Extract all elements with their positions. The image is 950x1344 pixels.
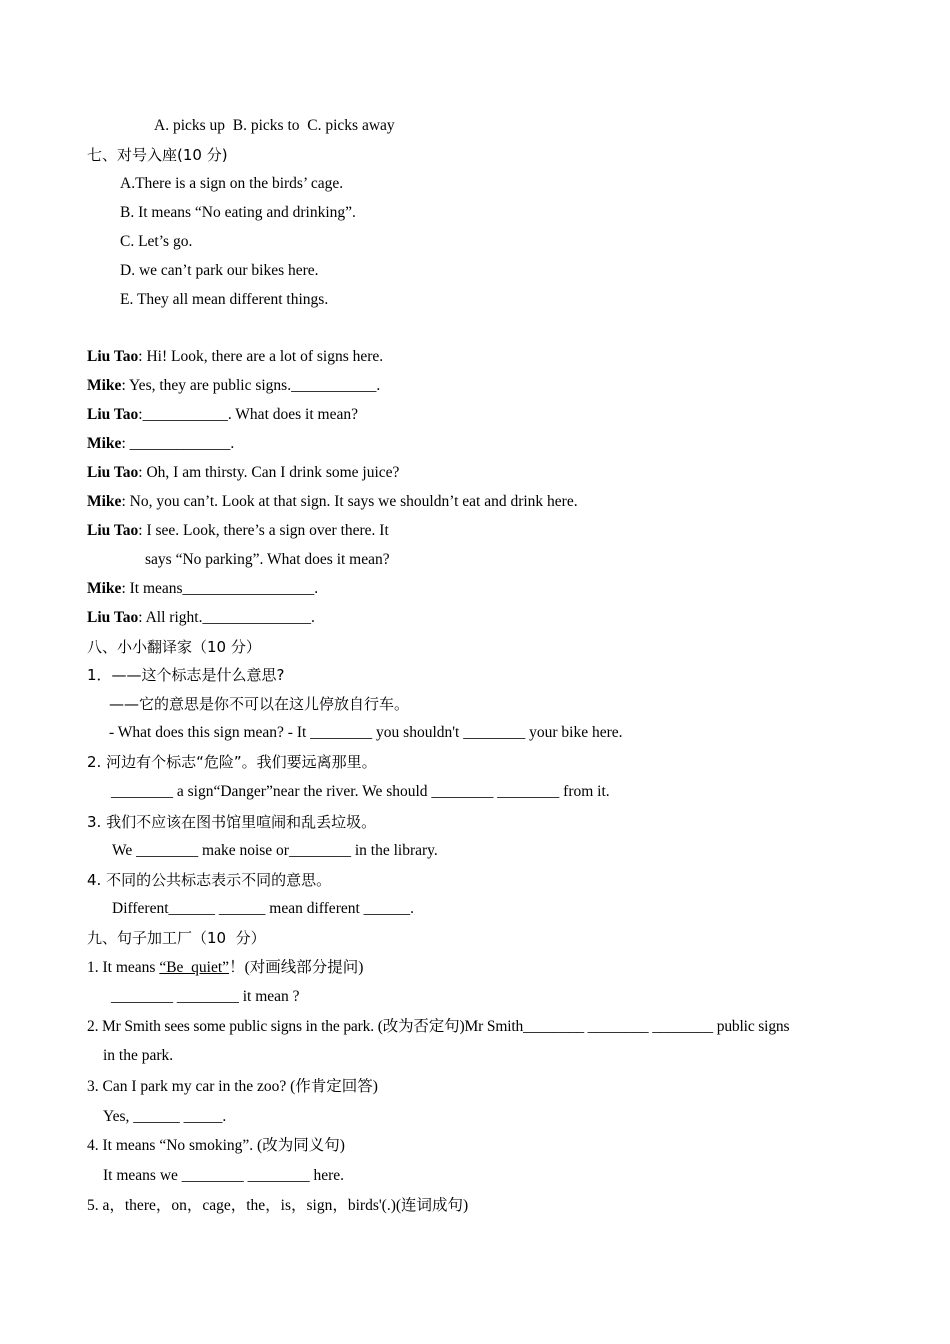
dialogue-text: says “No parking”. What does it mean? bbox=[145, 551, 390, 568]
dialogue-text: : Hi! Look, there are a lot of signs here. bbox=[138, 348, 384, 365]
dialogue-text: : It means_________________. bbox=[121, 580, 319, 597]
sec9-q1-answer: ________ ________ it mean ? bbox=[111, 988, 300, 1005]
speaker-name: Liu Tao bbox=[87, 464, 139, 481]
sec8-q3-chinese: 3. 我们不应该在图书馆里喧闹和乱丢垃圾。 bbox=[87, 813, 377, 831]
sec9-q1-underlined: “Be quiet” bbox=[159, 959, 230, 976]
dialogue-line bbox=[87, 608, 315, 628]
sec7-option-d: D. we can’t park our bikes here. bbox=[120, 262, 319, 279]
sec9-q3-answer: Yes, ______ _____. bbox=[103, 1108, 227, 1125]
speaker-name: Liu Tao bbox=[87, 406, 139, 423]
dialogue-line bbox=[87, 405, 358, 425]
sec8-q2-english: ________ a sign“Danger”near the river. We should ________ ________ from it. bbox=[111, 783, 610, 800]
dialogue-text: :___________. What does it mean? bbox=[138, 406, 358, 423]
q6-options: A. picks up B. picks to C. picks away bbox=[154, 117, 395, 134]
dialogue-text: : I see. Look, there’s a sign over there. It bbox=[138, 522, 389, 539]
dialogue-line bbox=[87, 434, 234, 454]
section9-title: 九、句子加工厂（10 分） bbox=[87, 929, 266, 947]
sec8-q1-chinese-b: ——它的意思是你不可以在这儿停放自行车。 bbox=[109, 695, 410, 713]
dialogue-line bbox=[87, 376, 380, 396]
sec8-q1-english: - What does this sign mean? - It ________ you shouldn't ________ your bike here. bbox=[109, 724, 623, 741]
section7-title: 七、对号入座(10 分) bbox=[87, 146, 228, 164]
sec9-q4: 4. It means “No smoking”. (改为同义句) bbox=[87, 1137, 345, 1154]
sec8-q1-chinese-a: 1．——这个标志是什么意思? bbox=[87, 666, 285, 684]
sec7-option-a: A.There is a sign on the birds’ cage. bbox=[120, 175, 344, 192]
speaker-name: Liu Tao bbox=[87, 348, 139, 365]
dialogue-line bbox=[145, 550, 390, 570]
sec9-q5: 5. a，there，on，cage，the，is，sign，birds'(.)(连词成句) bbox=[87, 1197, 469, 1214]
dialogue-text: : Yes, they are public signs.___________. bbox=[121, 377, 381, 394]
sec8-q3-english: We ________ make noise or________ in the library. bbox=[112, 842, 438, 859]
sec8-q4-chinese: 4. 不同的公共标志表示不同的意思。 bbox=[87, 871, 332, 889]
dialogue-text: : No, you can’t. Look at that sign. It says we shouldn’t eat and drink here. bbox=[121, 493, 578, 510]
sec8-q2-chinese: 2. 河边有个标志“危险”。我们要远离那里。 bbox=[87, 753, 377, 771]
sec8-q4-english: Different______ ______ mean different ______. bbox=[112, 900, 415, 917]
sec9-q3: 3. Can I park my car in the zoo? (作肯定回答) bbox=[87, 1078, 378, 1095]
sec7-option-b: B. It means “No eating and drinking”. bbox=[120, 204, 356, 221]
speaker-name: Mike bbox=[87, 377, 122, 394]
sec7-option-c: C. Let’s go. bbox=[120, 233, 193, 250]
section8-title: 八、小小翻译家（10 分） bbox=[87, 638, 261, 656]
dialogue-line bbox=[87, 463, 399, 483]
speaker-name: Liu Tao bbox=[87, 609, 139, 626]
sec9-q2-continued: in the park. bbox=[103, 1047, 174, 1064]
dialogue-line bbox=[87, 521, 389, 541]
sec9-q1 bbox=[87, 958, 363, 978]
sec7-option-e: E. They all mean different things. bbox=[120, 291, 329, 308]
sec9-q1-suffix: ！(对画线部分提问) bbox=[229, 959, 364, 976]
dialogue-line bbox=[87, 579, 318, 599]
dialogue-text: : All right.______________. bbox=[138, 609, 315, 626]
sec9-q4-answer: It means we ________ ________ here. bbox=[103, 1167, 345, 1184]
dialogue-line bbox=[87, 492, 578, 512]
dialogue-line bbox=[87, 347, 383, 367]
speaker-name: Mike bbox=[87, 580, 122, 597]
dialogue-text: : Oh, I am thirsty. Can I drink some juice? bbox=[138, 464, 400, 481]
sec9-q1-prefix: 1. It means bbox=[87, 959, 160, 976]
speaker-name: Mike bbox=[87, 435, 122, 452]
dialogue-text: : _____________. bbox=[121, 435, 235, 452]
speaker-name: Liu Tao bbox=[87, 522, 139, 539]
sec9-q2: 2. Mr Smith sees some public signs in the park. (改为否定句)Mr Smith________ ________ ________ public signs bbox=[87, 1018, 790, 1035]
speaker-name: Mike bbox=[87, 493, 122, 510]
